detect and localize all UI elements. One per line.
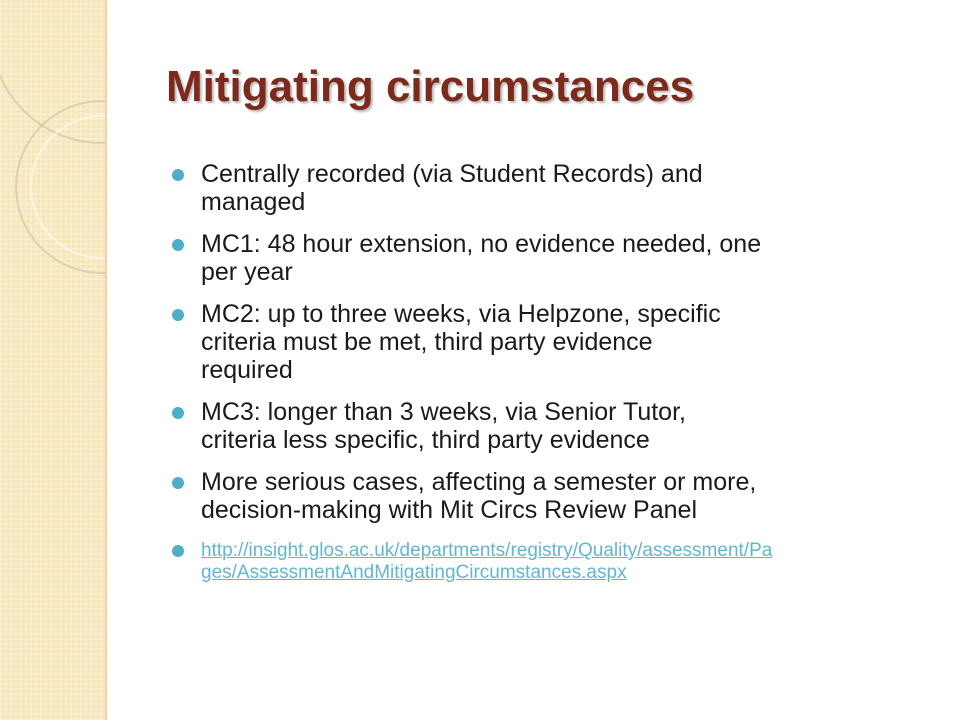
bullet-text: Centrally recorded (via Student Records) and (201, 160, 703, 188)
bullet-list (172, 160, 937, 598)
bullet-dot-icon (172, 169, 184, 181)
band-divider (105, 0, 107, 720)
policy-link[interactable] (201, 540, 772, 583)
link-text[interactable]: http://insight.glos.ac.uk/departments/registry/Quality/assessment/Pa (201, 540, 773, 561)
bullet-text: MC3: longer than 3 weeks, via Senior Tutor, (201, 398, 686, 426)
slide-title: Mitigating circumstances (166, 62, 695, 111)
bullet-dot-icon (172, 545, 184, 557)
bullet-item (172, 300, 937, 384)
bullet-text: criteria must be met, third party evidence (201, 328, 653, 356)
bullet-item (172, 230, 937, 286)
bullet-item (172, 398, 937, 454)
bullet-text: managed (201, 188, 306, 216)
bullet-text: MC2: up to three weeks, via Helpzone, specific (201, 300, 721, 328)
bullet-dot-icon (172, 309, 184, 321)
link-text[interactable]: ges/AssessmentAndMitigatingCircumstances.aspx (201, 562, 627, 583)
bullet-text: per year (201, 258, 293, 286)
decorative-left-band (0, 0, 105, 720)
bullet-text: decision-making with Mit Circs Review Panel (201, 496, 697, 524)
bullet-item (172, 468, 937, 524)
bullet-text: required (201, 356, 293, 384)
bullet-text: More serious cases, affecting a semester or more, (201, 468, 757, 496)
bullet-text: MC1: 48 hour extension, no evidence needed, one (201, 230, 762, 258)
bullet-item-link (172, 540, 937, 584)
bullet-dot-icon (172, 239, 184, 251)
bullet-dot-icon (172, 477, 184, 489)
bullet-dot-icon (172, 407, 184, 419)
bullet-text: criteria less specific, third party evidence (201, 426, 650, 454)
bullet-item (172, 160, 937, 216)
